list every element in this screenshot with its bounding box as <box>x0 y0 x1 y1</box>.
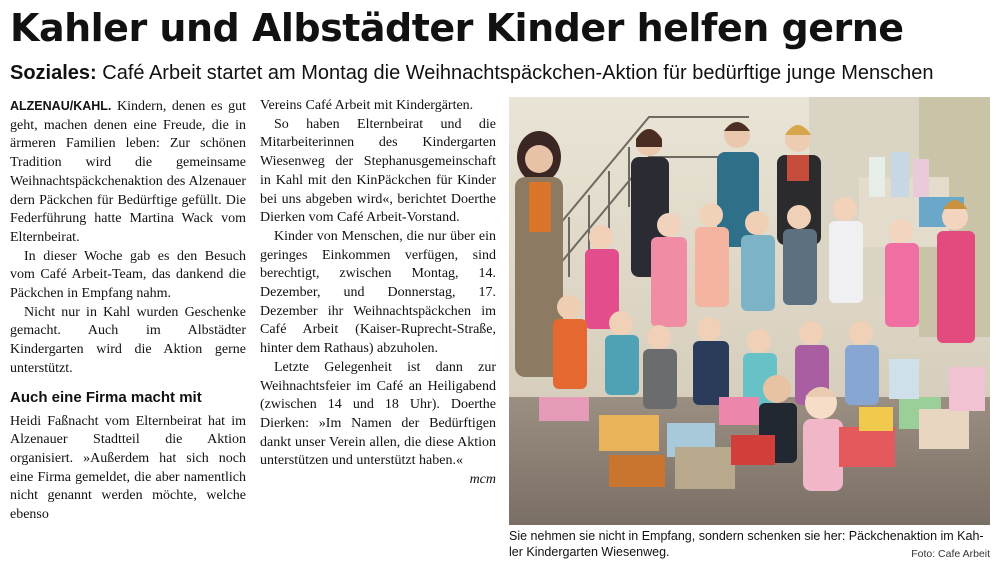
article-column-2 <box>260 97 496 490</box>
paragraph: Vereins Café Arbeit mit Kindergärten. <box>260 98 474 113</box>
author-initials: mcm <box>469 472 496 488</box>
paragraph: Kinder von Menschen, die nur über ein geringes Einkommen verfügen, sind berechtigt, zwischen Montag, 14. Dezember, und Donnerstag, 17. Dezember ihr Weihnachtspäckchen im Café Arbeit (Kaiser-Ruprecht-Straße, hinter dem Rathaus) abzuholen. <box>260 228 496 357</box>
kicker: Soziales: <box>10 62 97 84</box>
paragraph: In dieser Woche gab es den Besuch vom Café Arbeit-Team, das dankend die Päckchen in Empfang nahm. <box>10 248 246 302</box>
subheadline <box>10 60 990 86</box>
paragraph: Heidi Faßnacht vom Elternbeirat hat im Alzenauer Stadtteil die Aktion organisiert. »Außerdem hat sich noch eine Firma gemeldet, die aber namentlich nicht genannt werden möchte, welche ebenso <box>10 413 246 523</box>
photo-credit: Foto: Cafe Arbeit <box>911 548 990 560</box>
photo-caption: Sie nehmen sie nicht in Empfang, sondern schenken sie her: Päckchenaktion im Kahler Kindergarten Wiesenweg. <box>509 529 984 559</box>
section-subheading: Auch eine Firma macht mit <box>10 388 202 406</box>
subheadline-text: Café Arbeit startet am Montag die Weihnachtspäckchen-Aktion für bedürftige junge Menschen <box>102 62 934 84</box>
dateline: ALZENAU/KAHL. <box>10 99 112 113</box>
paragraph-text: Letzte Gelegenheit ist dann zur Weihnachtsfeier im Café an Heiligabend (zwischen 14 und 18 Uhr). Doerthe Dierken: »Im Namen der Bedürftigen dankt unser Verein allen, die diese Aktion unterstützen und unterstützt haben.« <box>260 359 496 469</box>
paragraph-text: Kindern, denen es gut geht, machen denen eine Freude, die in ärmeren Familien leben: Zur schönen Tradition wird die gemeinsame Weihnachtspäckchenaktion des Alzenauer dern Päckchen für Bedürftige gefüllt. Die Federführung hatte Martina Wack vom Elternbeirat. <box>10 99 246 245</box>
paragraph <box>10 97 246 248</box>
photo-illustration <box>509 97 990 525</box>
paragraph: So haben Elternbeirat und die Mitarbeiterinnen des Kindergarten Wiesenweg der Stephanusgemeinschaft in Kahl mit den KinPäckchen für Kinder bei uns abgeben wird«, berichtet Doerthe Dierken vom Café Arbeit-Vorstand. <box>260 116 496 226</box>
paragraph <box>260 359 496 488</box>
group-photo <box>509 97 990 525</box>
paragraph: Nicht nur in Kahl wurden Geschenke gemacht. Auch im Albstädter Kindergarten wird die Aktion gerne unterstützt. <box>10 304 246 376</box>
headline: Kahler und Albstädter Kinder helfen gerne <box>10 6 904 50</box>
article-column-1 <box>10 97 246 525</box>
